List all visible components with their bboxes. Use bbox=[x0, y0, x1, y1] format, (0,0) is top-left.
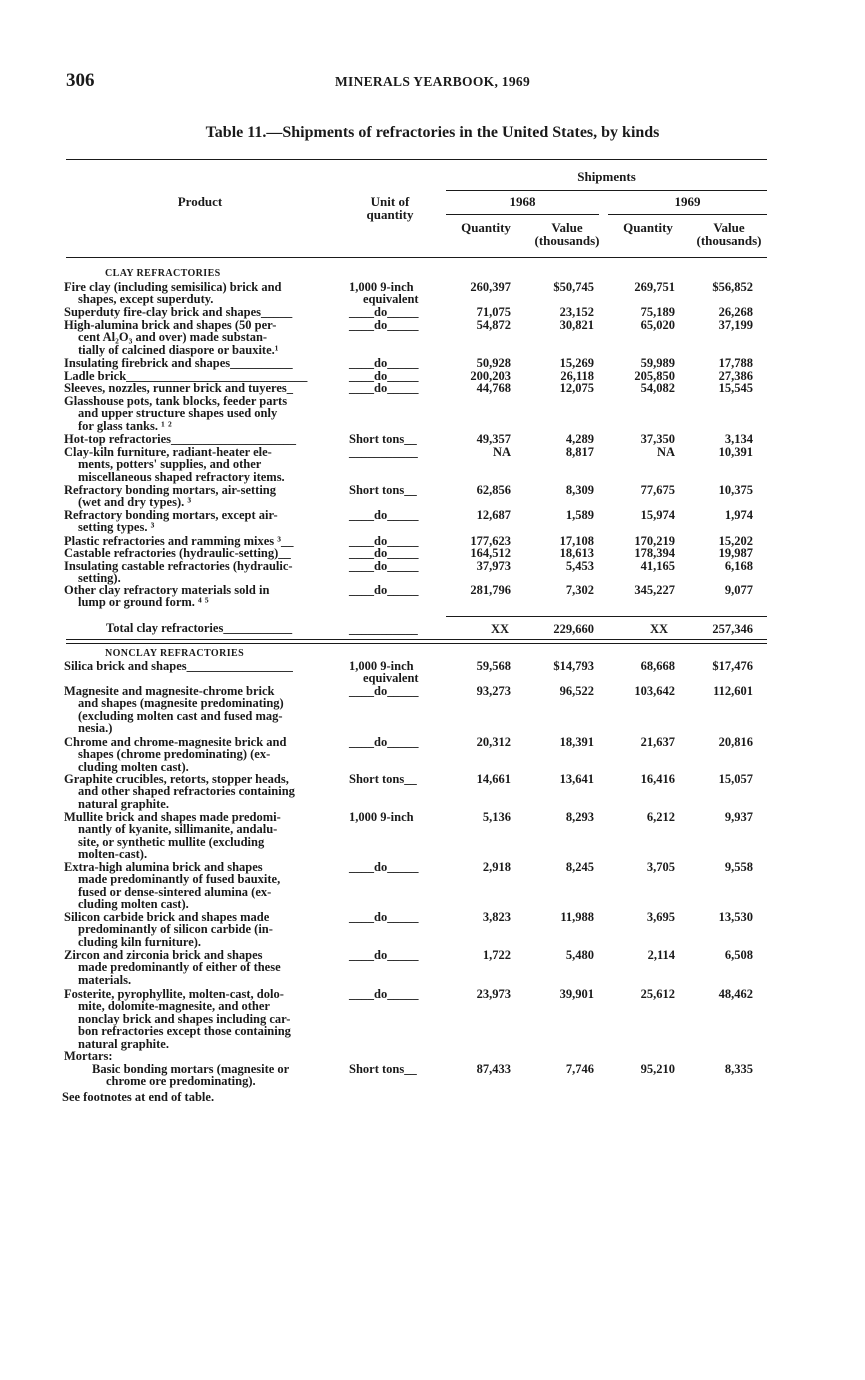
quantity-1968-cell: 59,568 bbox=[476, 659, 511, 673]
product-cell bbox=[64, 911, 340, 948]
total-clay-value-1969: 257,346 bbox=[712, 622, 753, 636]
value-1968-cell: 13,641 bbox=[559, 772, 594, 786]
quantity-1968-cell: 49,357 bbox=[476, 432, 511, 446]
quantity-1969-cell: 2,114 bbox=[647, 948, 675, 962]
section-heading-clay: CLAY REFRACTORIES bbox=[105, 268, 221, 279]
total-clay-unit: ___________ bbox=[349, 622, 418, 636]
product-text: miscellaneous shaped refractory items. bbox=[78, 469, 285, 484]
value-1968-cell: 26,118 bbox=[560, 369, 594, 383]
value-1968-cell: 8,817 bbox=[565, 445, 594, 459]
quantity-1969-cell: 37,350 bbox=[640, 432, 675, 446]
unit-cell bbox=[349, 1063, 445, 1075]
value-1968-cell: 7,746 bbox=[565, 1062, 594, 1076]
unit-cell bbox=[349, 446, 445, 458]
value-1969-cell: 10,375 bbox=[718, 483, 753, 497]
unit-text: ____do_____ bbox=[349, 987, 419, 1001]
product-text: made predominantly of either of these bbox=[78, 960, 281, 975]
product-cell bbox=[64, 433, 340, 445]
product-text: Fosterite, pyrophyllite, molten-cast, dolo- bbox=[64, 987, 284, 1001]
product-text: Castable refractories (hydraulic-setting)__ bbox=[64, 546, 291, 560]
value-1969-cell: 1,974 bbox=[724, 508, 753, 522]
quantity-1968-cell: 14,661 bbox=[476, 772, 511, 786]
product-text: natural graphite. bbox=[78, 796, 169, 811]
unit-cell bbox=[349, 382, 445, 394]
quantity-1969-cell: 77,675 bbox=[640, 483, 675, 497]
value-1968-cell: 30,821 bbox=[559, 318, 594, 332]
quantity-1969-cell: 15,974 bbox=[640, 508, 675, 522]
quantity-1969-cell: 75,189 bbox=[640, 305, 675, 319]
value-1968-cell: 15,269 bbox=[559, 356, 594, 370]
value-1969-cell: 3,134 bbox=[724, 432, 753, 446]
quantity-1969-cell: 345,227 bbox=[634, 583, 675, 597]
unit-cell bbox=[349, 433, 445, 445]
value-1969-cell: 13,530 bbox=[718, 910, 753, 924]
product-text: Mullite brick and shapes made predomi- bbox=[64, 810, 281, 824]
product-text: Ladle brick_____________________________ bbox=[64, 369, 308, 383]
value-1969-cell: 27,386 bbox=[718, 369, 753, 383]
product-cell bbox=[64, 584, 340, 609]
quantity-1969-cell: 170,219 bbox=[634, 534, 675, 548]
product-text: nantly of kyanite, sillimanite, andalu- bbox=[78, 822, 278, 837]
product-cell bbox=[64, 395, 340, 432]
unit-cell bbox=[349, 357, 445, 369]
quantity-1968-cell: 1,722 bbox=[482, 948, 511, 962]
unit-text: Short tons__ bbox=[349, 1062, 417, 1076]
table-title: Table 11.—Shipments of refractories in the United States, by kinds bbox=[205, 124, 660, 141]
header-bottom-rule bbox=[66, 257, 767, 258]
value-1969-cell: $17,476 bbox=[712, 659, 753, 673]
unit-text: ____do_____ bbox=[349, 508, 419, 522]
value-1969-cell: 26,268 bbox=[718, 305, 753, 319]
product-cell bbox=[64, 1063, 340, 1088]
unit-cell bbox=[349, 911, 445, 923]
product-text: Clay-kiln furniture, radiant-heater ele- bbox=[64, 445, 272, 459]
product-text: High-alumina brick and shapes (50 per- bbox=[64, 318, 277, 332]
value-1969-cell: 8,335 bbox=[724, 1062, 753, 1076]
product-text: (wet and dry types). ³ bbox=[78, 495, 192, 510]
unit-cell bbox=[349, 509, 445, 521]
quantity-1969-cell: 3,695 bbox=[646, 910, 675, 924]
product-text: Insulating firebrick and shapes__________ bbox=[64, 356, 293, 370]
product-cell bbox=[64, 988, 340, 1050]
product-text: setting types. ³ bbox=[78, 520, 155, 535]
unit-text: ____do_____ bbox=[349, 534, 419, 548]
product-text: (excluding molten cast and fused mag- bbox=[78, 708, 283, 723]
quantity-1968-cell: 93,273 bbox=[476, 684, 511, 698]
unit-cell bbox=[349, 560, 445, 572]
quantity-1968-cell: 50,928 bbox=[476, 356, 511, 370]
value-1968-cell: 4,289 bbox=[565, 432, 594, 446]
running-head: MINERALS YEARBOOK, 1969 bbox=[334, 74, 531, 89]
product-text: lump or ground form. ⁴ ⁵ bbox=[78, 595, 209, 610]
unit-text: ____do_____ bbox=[349, 684, 419, 698]
quantity-1968-cell: 37,973 bbox=[476, 559, 511, 573]
product-text: Fire clay (including semisilica) brick and bbox=[64, 280, 282, 294]
value-1969-cell: 15,202 bbox=[718, 534, 753, 548]
product-cell bbox=[64, 446, 340, 483]
unit-text: ____do_____ bbox=[349, 583, 419, 597]
total-clay-quantity-1968: XX bbox=[490, 622, 509, 636]
quantity-1968-cell: 87,433 bbox=[476, 1062, 511, 1076]
quantity-1968-cell: 5,136 bbox=[482, 810, 511, 824]
product-text: Zircon and zirconia brick and shapes bbox=[64, 948, 263, 962]
unit-cell bbox=[349, 861, 445, 873]
table-top-rule bbox=[66, 159, 767, 160]
value-1968-cell: 1,589 bbox=[565, 508, 594, 522]
quantity-1968-cell: 281,796 bbox=[470, 583, 511, 597]
quantity-1969-cell: 16,416 bbox=[640, 772, 675, 786]
product-text: shapes, except superduty. bbox=[78, 292, 214, 307]
quantity-1968-cell: 200,203 bbox=[470, 369, 511, 383]
unit-cell bbox=[349, 949, 445, 961]
value-1969-cell: 6,508 bbox=[724, 948, 753, 962]
product-text: Graphite crucibles, retorts, stopper heads, bbox=[64, 772, 289, 786]
product-text: cent Al₂O₃ and over) made substan- bbox=[78, 330, 268, 345]
quantity-1968-cell: NA bbox=[492, 445, 511, 459]
unit-text: ____do_____ bbox=[349, 546, 419, 560]
section-heading-nonclay: NONCLAY REFRACTORIES bbox=[105, 648, 245, 659]
product-text: and upper structure shapes used only bbox=[78, 406, 278, 421]
product-text: nonclay brick and shapes including car- bbox=[78, 1011, 291, 1026]
unit-text: 1,000 9-inch bbox=[349, 659, 414, 673]
quantity-1968-cell: 12,687 bbox=[476, 508, 511, 522]
unit-text: ___________ bbox=[349, 445, 418, 459]
unit-cell bbox=[349, 281, 445, 306]
product-cell bbox=[64, 560, 340, 585]
quantity-1969-cell: 59,989 bbox=[640, 356, 675, 370]
product-text: nesia.) bbox=[78, 721, 113, 736]
value-1969-cell: 6,168 bbox=[724, 559, 753, 573]
product-column-header: Product bbox=[177, 194, 223, 209]
product-text: Other clay refractory materials sold in bbox=[64, 583, 270, 597]
product-text: Superduty fire-clay brick and shapes_____ bbox=[64, 305, 293, 319]
unit-text: Short tons__ bbox=[349, 772, 417, 786]
unit-text: equivalent bbox=[363, 671, 419, 686]
unit-text: ____do_____ bbox=[349, 910, 419, 924]
total-rule-top bbox=[446, 616, 767, 617]
product-text: fused or dense-sintered alumina (ex- bbox=[78, 884, 272, 899]
unit-cell bbox=[349, 811, 445, 823]
product-text: Magnesite and magnesite-chrome brick bbox=[64, 684, 275, 698]
product-text: and shapes (magnesite predominating) bbox=[78, 696, 284, 711]
value-1968-cell: 5,480 bbox=[565, 948, 594, 962]
quantity-1968-cell: 164,512 bbox=[470, 546, 511, 560]
product-cell bbox=[64, 382, 340, 394]
product-cell bbox=[64, 1050, 340, 1062]
unit-text: 1,000 9-inch bbox=[349, 280, 414, 294]
unit-text: ____do_____ bbox=[349, 948, 419, 962]
unit-cell bbox=[349, 773, 445, 785]
product-text: site, or synthetic mullite (excluding bbox=[78, 834, 265, 849]
value-1968-cell: 12,075 bbox=[559, 381, 594, 395]
product-text: tially of calcined diaspore or bauxite.¹ bbox=[78, 342, 279, 357]
value-1969-cell: 9,937 bbox=[724, 810, 753, 824]
product-text: and other shaped refractories containing bbox=[78, 784, 295, 799]
product-text: Mortars: bbox=[64, 1049, 113, 1063]
product-text: materials. bbox=[78, 972, 132, 987]
product-cell bbox=[64, 736, 340, 773]
unit-cell bbox=[349, 660, 445, 685]
quantity-1969-cell: 3,705 bbox=[646, 860, 675, 874]
product-cell bbox=[64, 547, 340, 559]
value-1969-cell: 48,462 bbox=[718, 987, 753, 1001]
unit-cell bbox=[349, 306, 445, 318]
value-1969-cell: 112,601 bbox=[713, 684, 753, 698]
value-1968-cell: 18,391 bbox=[559, 735, 594, 749]
product-text: Plastic refractories and ramming mixes ³__ bbox=[64, 534, 294, 548]
value-1968-cell: $50,745 bbox=[553, 280, 594, 294]
quantity-1969-cell: 41,165 bbox=[640, 559, 675, 573]
quantity-1969-cell: 21,637 bbox=[640, 735, 675, 749]
year-1968-header: 1968 bbox=[509, 194, 536, 209]
product-text: natural graphite. bbox=[78, 1036, 169, 1051]
value-1969-header: Value (thousands) bbox=[696, 220, 762, 248]
unit-column-header: Unit of quantity bbox=[366, 194, 414, 222]
product-text: cluding molten cast). bbox=[78, 759, 189, 774]
value-1968-cell: 23,152 bbox=[559, 305, 594, 319]
quantity-1969-cell: 68,668 bbox=[640, 659, 675, 673]
unit-text: ____do_____ bbox=[349, 381, 419, 395]
quantity-1968-cell: 54,872 bbox=[476, 318, 511, 332]
quantity-1968-cell: 71,075 bbox=[476, 305, 511, 319]
value-1969-cell: 9,077 bbox=[724, 583, 753, 597]
unit-text: ____do_____ bbox=[349, 356, 419, 370]
unit-cell bbox=[349, 988, 445, 1000]
unit-cell bbox=[349, 484, 445, 496]
product-text: chrome ore predominating). bbox=[106, 1074, 256, 1089]
value-1968-cell: 8,245 bbox=[565, 860, 594, 874]
product-cell bbox=[64, 306, 340, 318]
product-cell bbox=[64, 319, 340, 356]
unit-cell bbox=[349, 685, 445, 697]
unit-cell bbox=[349, 319, 445, 331]
unit-cell bbox=[349, 584, 445, 596]
quantity-1969-cell: 103,642 bbox=[634, 684, 675, 698]
quantity-1968-cell: 177,623 bbox=[470, 534, 511, 548]
value-1969-cell: 10,391 bbox=[718, 445, 753, 459]
year-1969-header: 1969 bbox=[674, 194, 701, 209]
value-1969-cell: 19,987 bbox=[718, 546, 753, 560]
product-text: mite, dolomite-magnesite, and other bbox=[78, 999, 270, 1014]
page-number: 306 bbox=[66, 70, 95, 91]
product-text: made predominantly of fused bauxite, bbox=[78, 872, 281, 887]
value-1968-cell: 8,309 bbox=[565, 483, 594, 497]
unit-text: ____do_____ bbox=[349, 860, 419, 874]
value-1968-cell: 18,613 bbox=[559, 546, 594, 560]
unit-text: Short tons__ bbox=[349, 483, 417, 497]
unit-text: equivalent bbox=[363, 292, 419, 307]
quantity-1969-cell: 54,082 bbox=[640, 381, 675, 395]
value-1969-cell: 15,545 bbox=[718, 381, 753, 395]
product-text: cluding molten cast). bbox=[78, 897, 189, 912]
total-clay-label: Total clay refractories___________ bbox=[106, 621, 293, 635]
product-text: shapes (chrome predominating) (ex- bbox=[78, 747, 271, 762]
product-text: Basic bonding mortars (magnesite or bbox=[92, 1062, 290, 1076]
product-cell bbox=[64, 861, 340, 911]
quantity-1968-header: Quantity bbox=[461, 220, 511, 235]
product-text: setting). bbox=[78, 571, 121, 586]
product-cell bbox=[64, 660, 340, 672]
unit-text: ____do_____ bbox=[349, 369, 419, 383]
value-1968-cell: 96,522 bbox=[559, 684, 594, 698]
product-text: cluding kiln furniture). bbox=[78, 934, 202, 949]
quantity-1968-cell: 3,823 bbox=[482, 910, 511, 924]
product-text: Refractory bonding mortars, except air- bbox=[64, 508, 278, 522]
product-cell bbox=[64, 509, 340, 534]
product-text: Hot-top refractories____________________ bbox=[64, 432, 297, 446]
product-cell bbox=[64, 484, 340, 509]
product-cell bbox=[64, 281, 340, 306]
quantity-1969-cell: NA bbox=[656, 445, 675, 459]
footnote: See footnotes at end of table. bbox=[62, 1090, 215, 1104]
unit-text: ____do_____ bbox=[349, 735, 419, 749]
product-text: Silica brick and shapes_________________ bbox=[64, 659, 293, 673]
value-1968-cell: 5,453 bbox=[565, 559, 594, 573]
quantity-1968-cell: 2,918 bbox=[482, 860, 511, 874]
product-text: predominantly of silicon carbide (in- bbox=[78, 922, 273, 937]
total-rule-bottom-1 bbox=[66, 639, 767, 640]
product-text: Chrome and chrome-magnesite brick and bbox=[64, 735, 287, 749]
quantity-1968-cell: 260,397 bbox=[470, 280, 511, 294]
product-cell bbox=[64, 685, 340, 735]
unit-text: ____do_____ bbox=[349, 559, 419, 573]
quantity-1968-cell: 20,312 bbox=[476, 735, 511, 749]
quantity-1969-cell: 178,394 bbox=[634, 546, 675, 560]
value-1969-cell: 9,558 bbox=[724, 860, 753, 874]
product-text: Extra-high alumina brick and shapes bbox=[64, 860, 263, 874]
value-1969-cell: 15,057 bbox=[718, 772, 753, 786]
product-text: Silicon carbide brick and shapes made bbox=[64, 910, 270, 924]
quantity-1968-cell: 23,973 bbox=[476, 987, 511, 1001]
unit-cell bbox=[349, 547, 445, 559]
value-1968-cell: 11,988 bbox=[560, 910, 594, 924]
total-rule-bottom-2 bbox=[66, 643, 767, 644]
product-cell bbox=[64, 773, 340, 810]
unit-text: ____do_____ bbox=[349, 318, 419, 332]
value-1969-cell: $56,852 bbox=[712, 280, 753, 294]
quantity-1968-cell: 62,856 bbox=[476, 483, 511, 497]
quantity-1969-cell: 65,020 bbox=[640, 318, 675, 332]
product-cell bbox=[64, 811, 340, 861]
value-1968-cell: 39,901 bbox=[559, 987, 594, 1001]
quantity-1969-cell: 25,612 bbox=[640, 987, 675, 1001]
product-text: Insulating castable refractories (hydraulic- bbox=[64, 559, 293, 573]
product-text: molten-cast). bbox=[78, 847, 148, 862]
shipments-rule bbox=[446, 190, 767, 191]
unit-cell bbox=[349, 736, 445, 748]
product-text: bon refractories except those containing bbox=[78, 1024, 291, 1039]
value-1969-cell: 37,199 bbox=[718, 318, 753, 332]
quantity-1969-cell: 269,751 bbox=[634, 280, 675, 294]
shipments-header: Shipments bbox=[577, 169, 636, 184]
product-cell bbox=[64, 357, 340, 369]
unit-text: Short tons__ bbox=[349, 432, 417, 446]
product-cell bbox=[64, 949, 340, 986]
unit-text: ____do_____ bbox=[349, 305, 419, 319]
total-clay-quantity-1969: XX bbox=[649, 622, 668, 636]
value-1968-cell: 7,302 bbox=[565, 583, 594, 597]
product-text: for glass tanks. ¹ ² bbox=[78, 418, 172, 433]
year-1968-rule bbox=[446, 214, 599, 215]
value-1968-header: Value (thousands) bbox=[534, 220, 600, 248]
product-text: Refractory bonding mortars, air-setting bbox=[64, 483, 276, 497]
value-1969-cell: 20,816 bbox=[718, 735, 753, 749]
quantity-1969-cell: 6,212 bbox=[646, 810, 675, 824]
quantity-1968-cell: 44,768 bbox=[476, 381, 511, 395]
product-text: ments, potters' supplies, and other bbox=[78, 457, 262, 472]
value-1968-cell: $14,793 bbox=[553, 659, 594, 673]
value-1968-cell: 17,108 bbox=[559, 534, 594, 548]
product-text: Sleeves, nozzles, runner brick and tuyeres_ bbox=[64, 381, 294, 395]
total-clay-value-1968: 229,660 bbox=[553, 622, 594, 636]
value-1968-cell: 8,293 bbox=[565, 810, 594, 824]
quantity-1969-cell: 95,210 bbox=[640, 1062, 675, 1076]
unit-text: 1,000 9-inch bbox=[349, 810, 414, 824]
quantity-1969-header: Quantity bbox=[623, 220, 673, 235]
year-1969-rule bbox=[608, 214, 767, 215]
quantity-1969-cell: 205,850 bbox=[634, 369, 675, 383]
product-text: Glasshouse pots, tank blocks, feeder parts bbox=[64, 394, 288, 408]
value-1969-cell: 17,788 bbox=[718, 356, 753, 370]
